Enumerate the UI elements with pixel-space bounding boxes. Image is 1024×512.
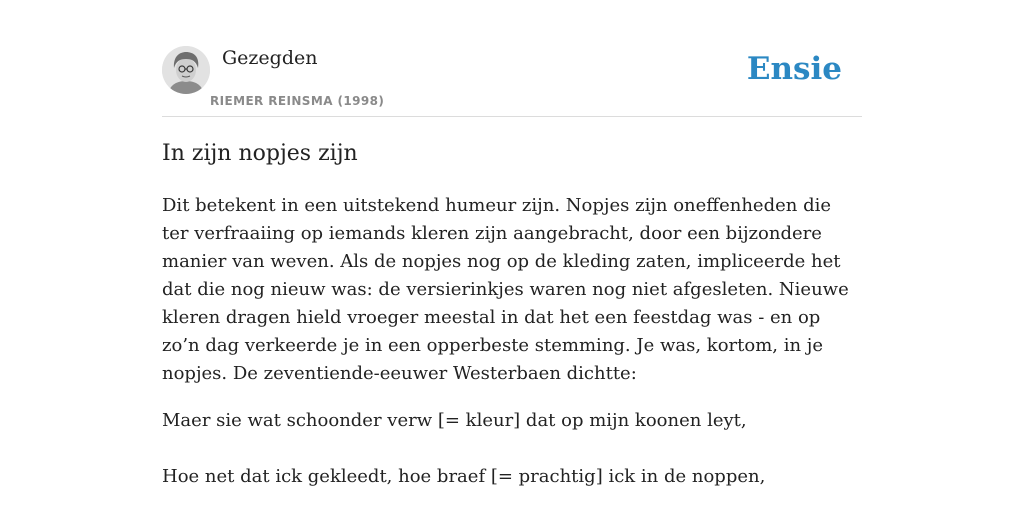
quote-line: Hoe net dat ick gekleedt, hoe braef [= prachtig] ick in de noppen, bbox=[162, 466, 766, 487]
author-portrait-icon bbox=[162, 46, 210, 94]
author-avatar[interactable] bbox=[162, 46, 210, 94]
entry-title: In zijn nopjes zijn bbox=[162, 141, 358, 166]
entry-paragraph: Dit betekent in een uitstekend humeur zijn. Nopjes zijn oneffenheden die ter verfraaiing op iemands kleren zijn aangebracht, door een bijzondere manier van weven. Als de nopjes nog op de kleding zaten, impliceerde het dat die nog nieuw was: de versierinkjes waren nog niet afgesleten. Nieuwe kleren dragen hield vroeger meestal in dat het een feestdag was - en op zo’n dag verkeerde je in een opperbeste stemming. Je was, kortom, in je nopjes. De zeventiende-eeuwer Westerbaen dichtte: bbox=[162, 195, 849, 384]
entry-header bbox=[162, 46, 862, 117]
quote-line: Maer sie wat schoonder verw [= kleur] dat op mijn koonen leyt, bbox=[162, 410, 747, 431]
brand-logo[interactable]: Ensie bbox=[746, 51, 842, 87]
collection-link[interactable]: Gezegden bbox=[222, 47, 318, 69]
author-credit[interactable]: RIEMER REINSMA (1998) bbox=[210, 94, 385, 108]
